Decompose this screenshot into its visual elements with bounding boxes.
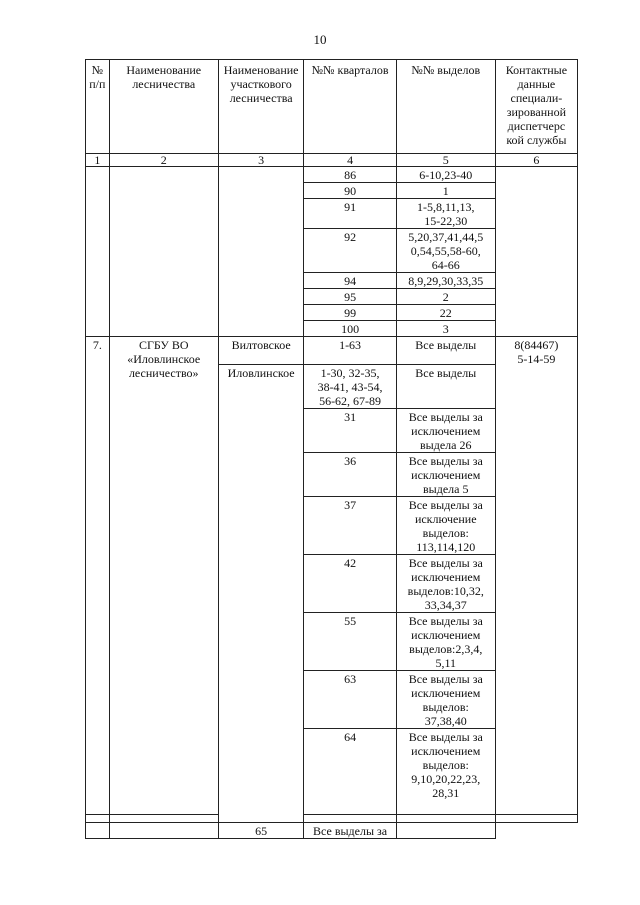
- plots-cell: Все выделы за исключением выделов: 9,10,20,22,23, 28,31: [396, 729, 495, 815]
- header-row: [86, 60, 578, 154]
- spacer-row: [86, 815, 578, 823]
- quarter-cell: 55: [304, 613, 396, 671]
- empty-cell: [109, 167, 218, 337]
- quarter-cell: 92: [304, 229, 396, 273]
- forestry-name: СГБУ ВО «Иловлинское лесничество»: [109, 337, 218, 815]
- quarter-cell: 99: [304, 305, 396, 321]
- quarter-cell: 95: [304, 289, 396, 305]
- plots-cell: 5,20,37,41,44,5 0,54,55,58-60, 64-66: [396, 229, 495, 273]
- quarter-cell: 64: [304, 729, 396, 815]
- quarter-cell: 90: [304, 183, 396, 199]
- quarter-cell: 1-63: [304, 337, 396, 365]
- quarter-cell: 94: [304, 273, 396, 289]
- plots-cell: 6-10,23-40: [396, 167, 495, 183]
- entry-number: 7.: [86, 337, 110, 815]
- column-number-row: [86, 154, 578, 167]
- empty-cell: [495, 167, 577, 337]
- quarter-cell: 65: [218, 823, 304, 839]
- header-contacts: Контактные данные специали-зированной диспетчерс кой службы: [495, 60, 577, 154]
- column-number: 2: [109, 154, 218, 167]
- column-number: 3: [218, 154, 304, 167]
- forestry-table: [85, 59, 578, 839]
- page-number: 10: [313, 32, 327, 47]
- header-district: Наименование участкового лесничества: [218, 60, 304, 154]
- quarter-cell: 37: [304, 497, 396, 555]
- plots-cell: 2: [396, 289, 495, 305]
- quarter-cell: 63: [304, 671, 396, 729]
- header-no: № п/п: [86, 60, 110, 154]
- plots-cell: Все выделы за исключение выделов: 113,114,120: [396, 497, 495, 555]
- column-number: 1: [86, 154, 110, 167]
- column-number: 4: [304, 154, 396, 167]
- plots-cell: Все выделы: [396, 337, 495, 365]
- plots-cell: 1-5,8,11,13, 15-22,30: [396, 199, 495, 229]
- plots-cell: Все выделы за: [304, 823, 396, 839]
- plots-cell: Все выделы за исключением выделов: 37,38,40: [396, 671, 495, 729]
- quarter-cell: 100: [304, 321, 396, 337]
- plots-cell: Все выделы за исключением выделов:10,32, 33,34,37: [396, 555, 495, 613]
- plots-cell: 1: [396, 183, 495, 199]
- column-number: 5: [396, 154, 495, 167]
- plots-cell: Все выделы за исключением выделов:2,3,4, 5,11: [396, 613, 495, 671]
- district-name: Вилтовское: [218, 337, 304, 365]
- header-forestry: Наименование лесничества: [109, 60, 218, 154]
- continued-row: [86, 167, 578, 183]
- district-name: Иловлинское: [218, 365, 304, 823]
- quarter-cell: 42: [304, 555, 396, 613]
- quarter-cell: 86: [304, 167, 396, 183]
- quarter-cell: 31: [304, 409, 396, 453]
- empty-cell: [396, 823, 495, 839]
- entry-row: [86, 337, 578, 365]
- empty-cell: [109, 823, 218, 839]
- empty-cell: [218, 167, 304, 337]
- empty-cell: [86, 823, 110, 839]
- column-number: 6: [495, 154, 577, 167]
- quarter-cell: 1-30, 32-35, 38-41, 43-54, 56-62, 67-89: [304, 365, 396, 409]
- plots-cell: Все выделы за исключением выдела 26: [396, 409, 495, 453]
- entry-row: [86, 823, 578, 839]
- plots-cell: Все выделы: [396, 365, 495, 409]
- plots-cell: 22: [396, 305, 495, 321]
- forestry-table-wrapper: [85, 59, 578, 839]
- empty-cell: [86, 815, 110, 823]
- header-plots: №№ выделов: [396, 60, 495, 154]
- header-quarters: №№ кварталов: [304, 60, 396, 154]
- plots-cell: Все выделы за исключением выдела 5: [396, 453, 495, 497]
- empty-cell: [495, 815, 577, 823]
- empty-cell: [396, 815, 495, 823]
- empty-cell: [86, 167, 110, 337]
- plots-cell: 8,9,29,30,33,35: [396, 273, 495, 289]
- quarter-cell: 91: [304, 199, 396, 229]
- empty-cell: [109, 815, 218, 823]
- empty-cell: [304, 815, 396, 823]
- contact-phone: 8(84467) 5-14-59: [495, 337, 577, 815]
- quarter-cell: 36: [304, 453, 396, 497]
- plots-cell: 3: [396, 321, 495, 337]
